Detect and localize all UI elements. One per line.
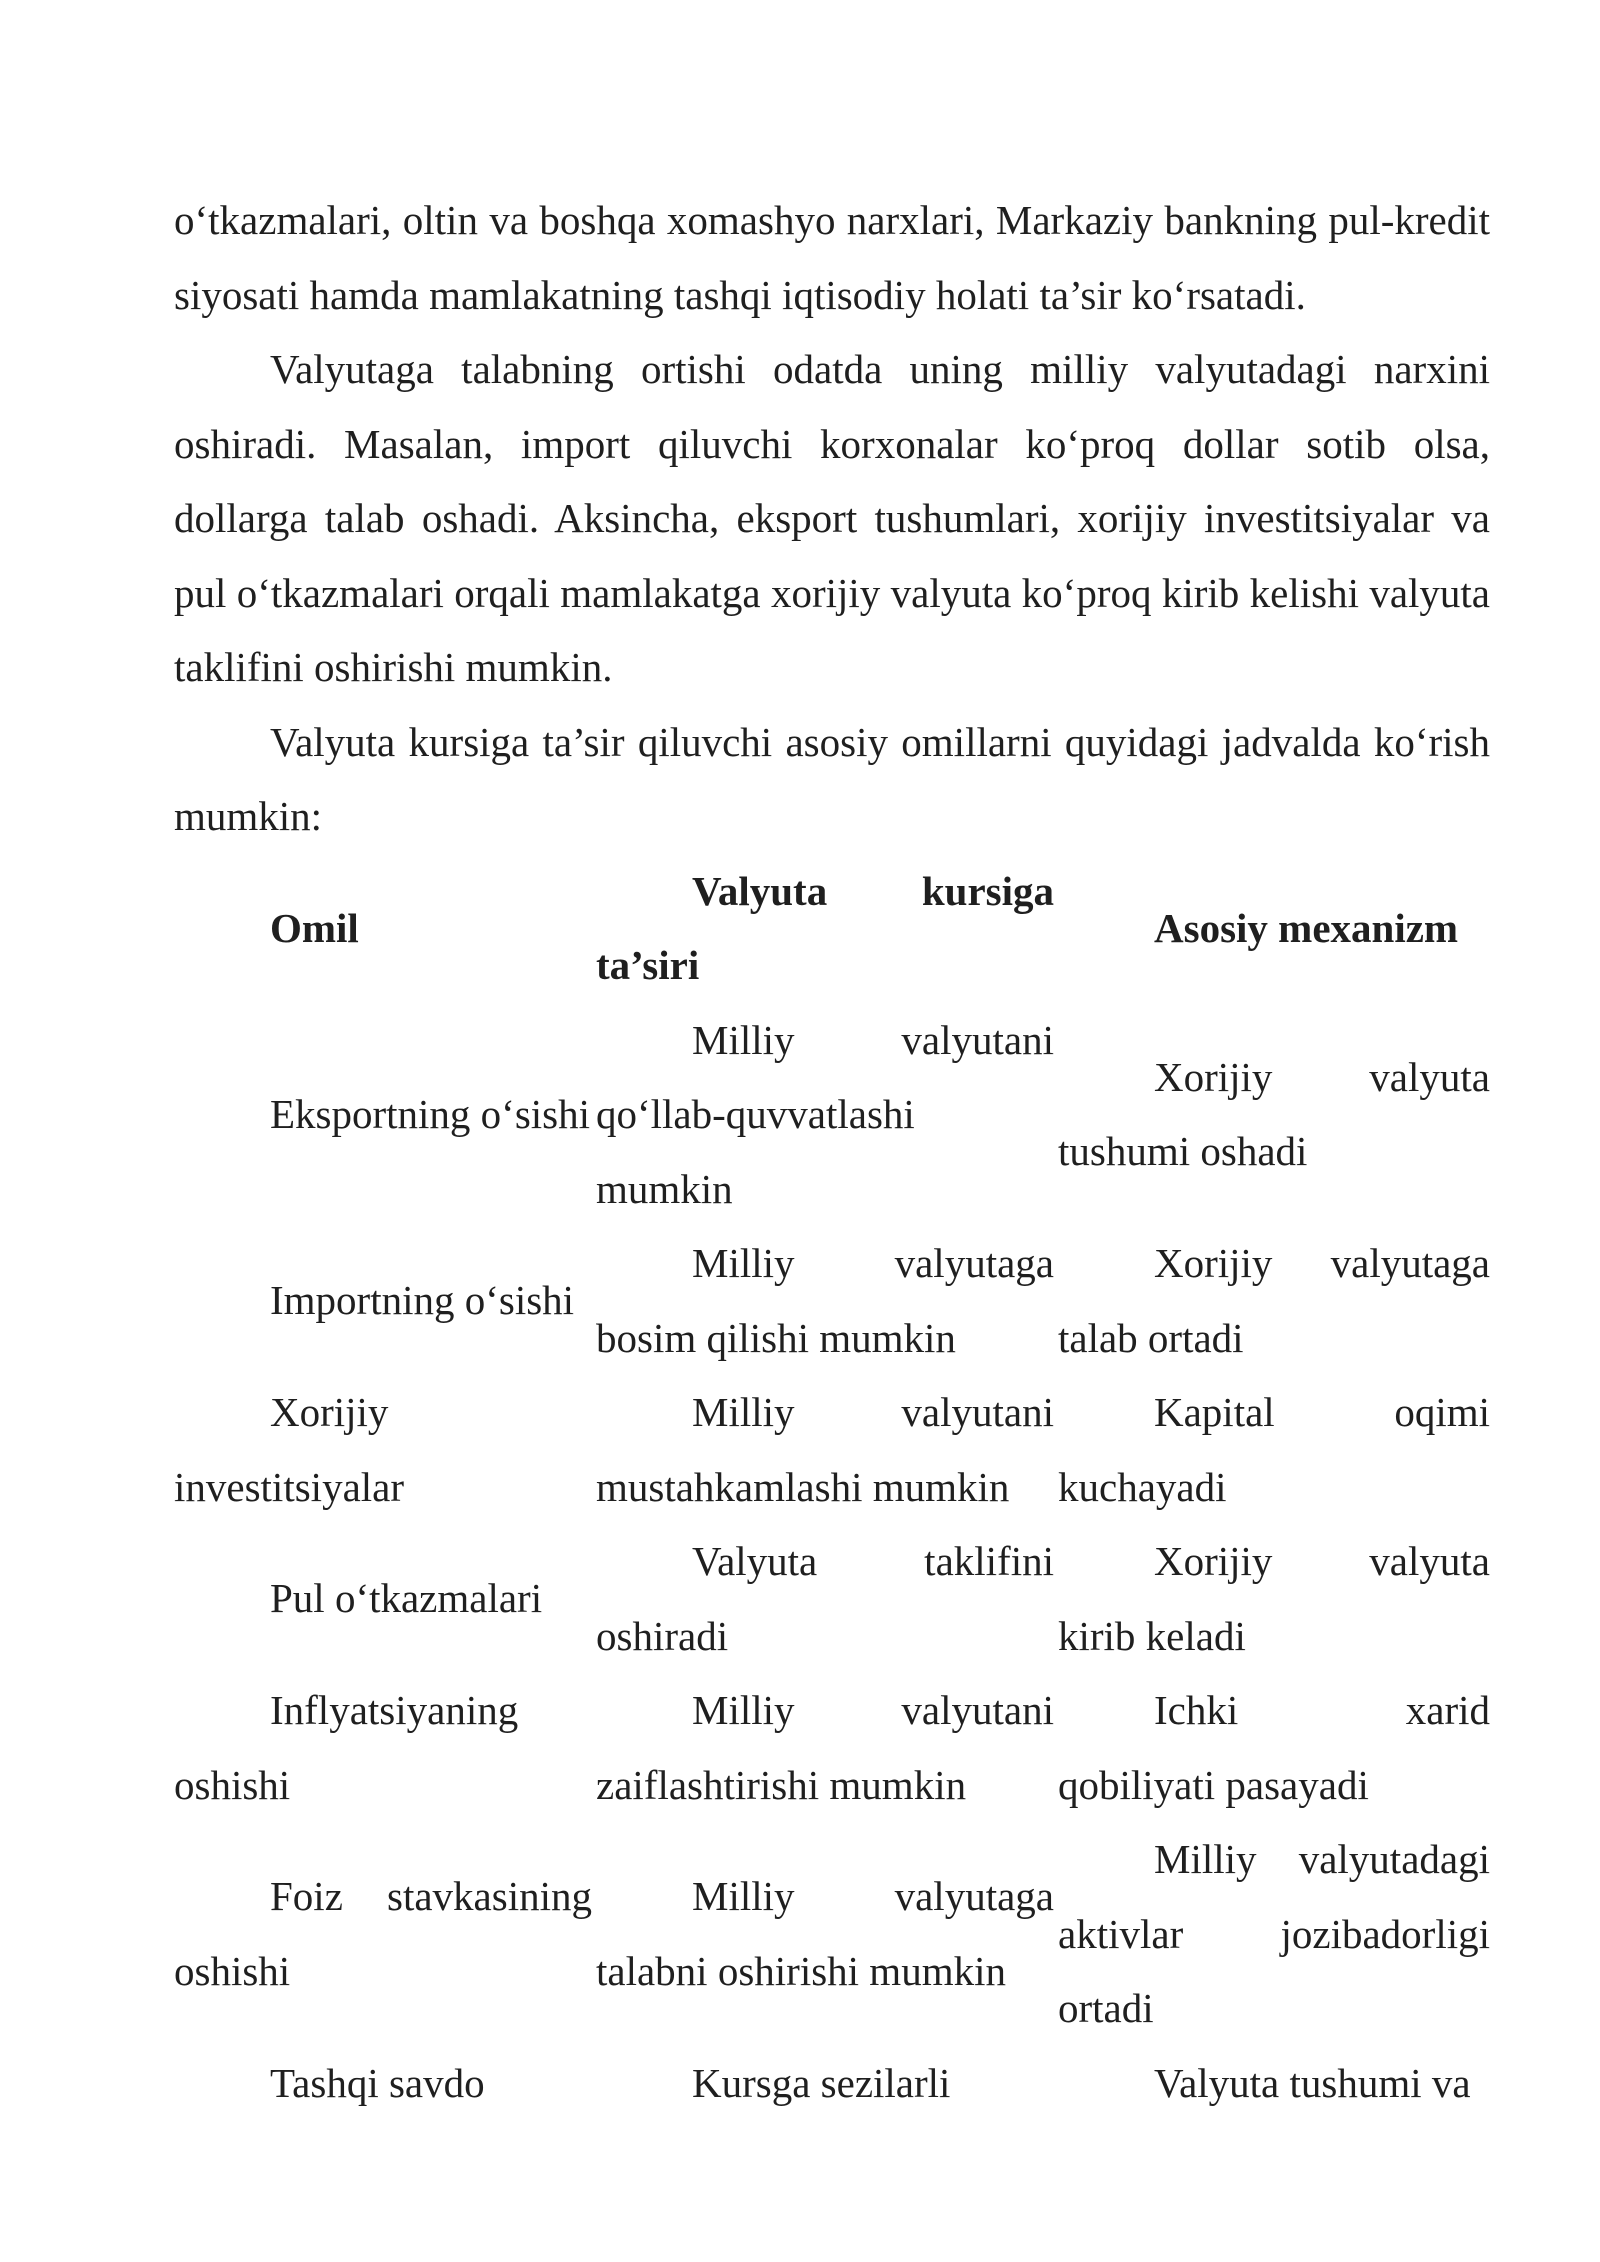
table-row <box>174 1375 1490 1524</box>
cell-mechanism: Milliy valyutadagi aktivlar jozibadorligi ortadi <box>1058 1836 1490 2031</box>
table-row <box>174 1003 1490 1227</box>
table-row <box>174 2046 1490 2121</box>
cell-factor: Inflyatsiyaning oshishi <box>174 1687 519 1808</box>
cell-factor: Tashqi savdo <box>270 2059 485 2106</box>
paragraph-continuation: o‘tkazmalari, oltin va boshqa xomashyo narxlari, Markaziy bankning pul-kredit siyosati hamda mamlakatning tashqi iqtisodiy holati ta’sir ko‘rsatadi. <box>174 197 1490 318</box>
table-row <box>174 1673 1490 1822</box>
cell-effect: Milliy valyutani zaiflashtirishi mumkin <box>596 1687 1054 1808</box>
table-header-row <box>174 854 1490 1003</box>
table-row <box>174 1226 1490 1375</box>
cell-mechanism: Xorijiy valyutaga talab ortadi <box>1058 1240 1490 1361</box>
table-row <box>174 1524 1490 1673</box>
cell-factor: Eksportning o‘sishi <box>270 1091 591 1137</box>
cell-effect: Kursga sezilarli <box>692 2059 951 2106</box>
cell-mechanism: Ichki xarid qobiliyati pasayadi <box>1058 1687 1490 1808</box>
cell-effect: Milliy valyutani mustahkamlashi mumkin <box>596 1389 1054 1510</box>
header-effect: Valyuta kursiga ta’siri <box>596 867 1054 988</box>
cell-mechanism: Xorijiy valyuta kirib keladi <box>1058 1538 1490 1659</box>
cell-effect: Milliy valyutani qo‘llab-quvvatlashi mumkin <box>596 1016 1054 1212</box>
cell-mechanism: Kapital oqimi kuchayadi <box>1058 1389 1490 1510</box>
cell-factor: Pul o‘tkazmalari <box>270 1575 543 1622</box>
paragraph-table-intro: Valyuta kursiga ta’sir qiluvchi asosiy omillarni quyidagi jadvalda ko‘rish mumkin: <box>174 718 1490 839</box>
header-mechanism: Asosiy mexanizm <box>1154 904 1459 951</box>
cell-effect: Milliy valyutaga bosim qilishi mumkin <box>596 1240 1054 1361</box>
table-row <box>174 1822 1490 2046</box>
header-factor: Omil <box>270 904 359 951</box>
document-page <box>174 183 1490 2120</box>
cell-effect: Valyuta taklifini oshiradi <box>596 1538 1054 1659</box>
cell-factor: Importning o‘sishi <box>270 1277 575 1324</box>
cell-factor: Foiz stavkasining oshishi <box>174 1873 592 1994</box>
cell-factor: Xorijiy investitsiyalar <box>174 1389 405 1510</box>
cell-mechanism: Xorijiy valyuta tushumi oshadi <box>1058 1053 1490 1175</box>
paragraph-demand-supply: Valyutaga talabning ortishi odatda uning milliy valyutadagi narxini oshiradi. Masalan, import qiluvchi korxonalar ko‘proq dollar sotib olsa, dollarga talab oshadi. Aksincha, eksport tushumlari, xorijiy investitsiyalar va pul o‘tkazmalari orqali mamlakatga xorijiy valyuta ko‘proq kirib kelishi valyuta taklifini oshirishi mumkin. <box>174 346 1490 690</box>
cell-effect: Milliy valyutaga talabni oshirishi mumkin <box>596 1873 1054 1994</box>
factors-table <box>174 854 1490 2121</box>
cell-mechanism: Valyuta tushumi va <box>1154 2059 1471 2106</box>
